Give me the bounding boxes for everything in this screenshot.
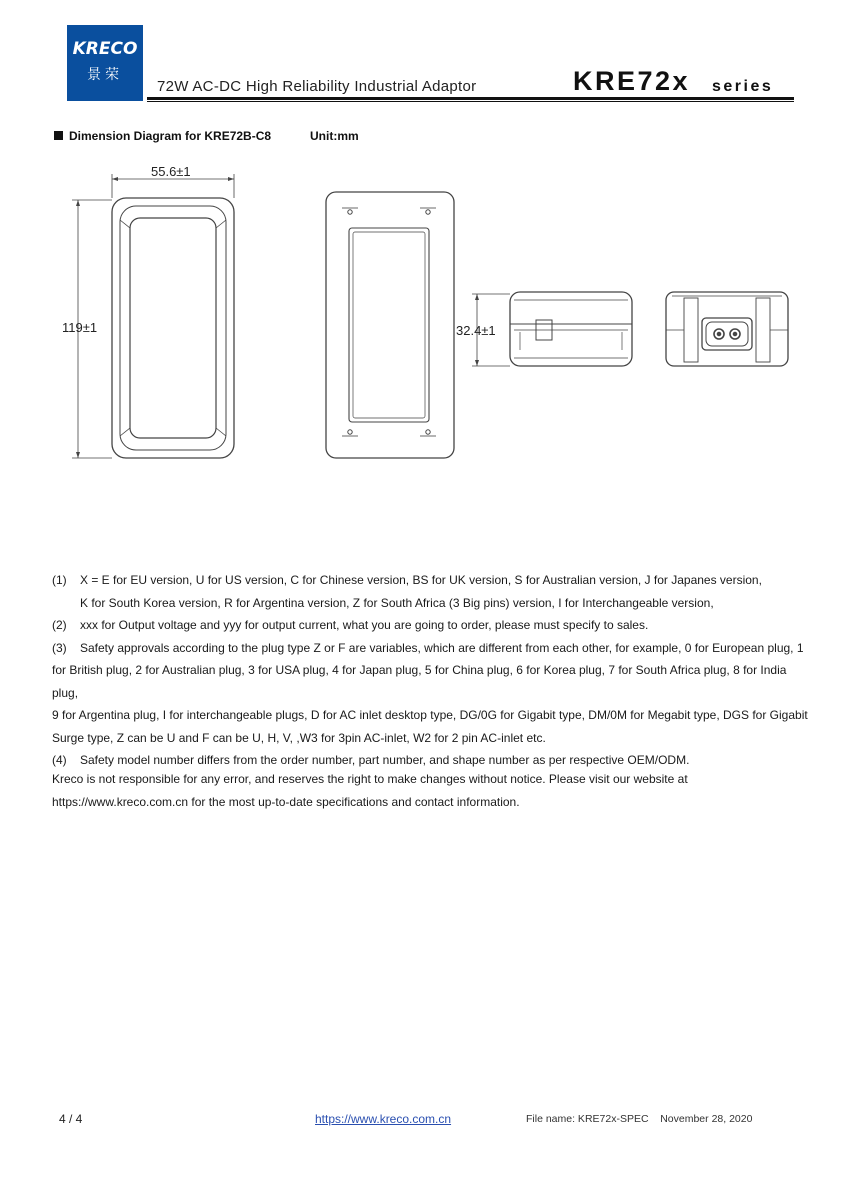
dimension-diagram xyxy=(40,160,820,480)
header-rule-thin xyxy=(147,101,794,102)
end-view xyxy=(666,292,788,366)
header-subtitle: 72W AC-DC High Reliability Industrial Adaptor xyxy=(157,78,477,95)
bottom-view xyxy=(326,192,454,458)
notes-list xyxy=(52,569,812,772)
company-logo xyxy=(67,25,143,101)
page-number: 4 / 4 xyxy=(59,1112,83,1126)
note-line: Safety model number differs from the order number, part number, and shape number as per respective OEM/ODM. xyxy=(80,753,690,767)
square-bullet-icon xyxy=(54,131,63,140)
note-number: (4) xyxy=(52,753,67,767)
note-line: K for South Korea version, R for Argentina version, Z for South Africa (3 Big pins) version, I for Interchangeable version, xyxy=(80,595,714,610)
note-3-cont: Surge type, Z can be U and F can be U, H, V, ,W3 for 3pin AC-inlet, W2 for 2 pin AC-inlet etc. xyxy=(52,730,546,745)
note-1-cont xyxy=(52,592,812,615)
header-model: KRE72x xyxy=(573,66,691,96)
logo-chinese-text: 景荣 xyxy=(87,67,123,83)
note-3-cont: 9 for Argentina plug, I for interchangeable plugs, D for AC inlet desktop type, DG/0G for Gigabit type, DM/0M for Megabit type, DGS for Gigabit xyxy=(52,708,808,722)
header-rule xyxy=(147,97,794,100)
section-title-text: Dimension Diagram for KRE72B-C8 xyxy=(69,129,272,143)
disclaimer-line: https://www.kreco.com.cn for the most up-to-date specifications and contact information. xyxy=(52,795,520,809)
logo-brand-text: KRECO xyxy=(72,39,138,59)
note-2 xyxy=(52,614,812,637)
note-line: X = E for EU version, U for US version, C for Chinese version, BS for UK version, S for Australian version, J for Japanes version, xyxy=(80,573,762,587)
top-view xyxy=(72,174,234,458)
side-view xyxy=(472,292,632,366)
note-3 xyxy=(52,637,812,660)
disclaimer xyxy=(52,768,812,814)
header-series: series xyxy=(712,78,774,95)
section-title xyxy=(54,129,271,143)
height-dimension-label: 32.4±1 xyxy=(456,323,496,338)
disclaimer-line: Kreco is not responsible for any error, and reserves the right to make changes without notice. Please visit our website at xyxy=(52,772,688,786)
note-number: (3) xyxy=(52,640,67,655)
note-3-cont: for British plug, 2 for Australian plug, 3 for USA plug, 4 for Japan plug, 5 for China plug, 6 for Korea plug, 7 for South Africa plug, 8 for India plug, xyxy=(52,663,787,700)
note-line: xxx for Output voltage and yyy for output current, what you are going to order, please must specify to sales. xyxy=(80,618,649,632)
length-dimension-label: 119±1 xyxy=(62,320,98,335)
note-number: (1) xyxy=(52,573,67,587)
footer-website-link[interactable]: https://www.kreco.com.cn xyxy=(315,1112,452,1126)
note-number: (2) xyxy=(52,618,67,632)
note-line: Safety approvals according to the plug type Z or F are variables, which are different from each other, for example, 0 for European plug, 1 xyxy=(80,640,804,655)
footer-file-info: File name: KRE72x-SPEC November 28, 2020 xyxy=(526,1113,753,1125)
section-unit: Unit:mm xyxy=(310,129,359,143)
width-dimension-label: 55.6±1 xyxy=(151,164,191,179)
note-1 xyxy=(52,569,812,592)
